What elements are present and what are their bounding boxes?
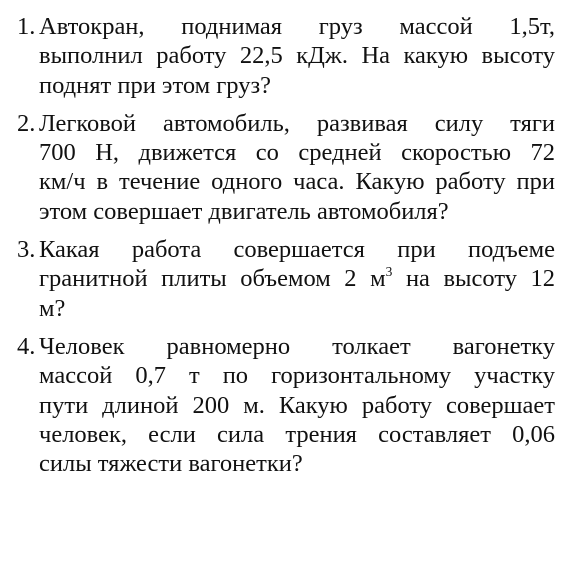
- problem-4: [17, 332, 555, 478]
- problem-text-segment: гранитной плиты объемом 2 м: [39, 265, 386, 293]
- problem-text-line: 700 Н, движется со средней скоростью 72: [39, 139, 555, 167]
- problem-text-line: Какая работа совершается при подъеме: [39, 236, 555, 264]
- problem-list: [17, 12, 555, 487]
- problem-3: [17, 235, 555, 323]
- problem-1: [17, 12, 555, 100]
- problem-2: [17, 109, 555, 226]
- problem-number: 3.: [17, 236, 36, 264]
- problem-text-line-with-superscript: [39, 264, 555, 293]
- problem-number: 1.: [17, 13, 36, 40]
- problem-text-line: км/ч в течение одного часа. Какую работу при: [39, 168, 555, 196]
- problem-number: 4.: [17, 332, 36, 360]
- superscript-cubed: 3: [385, 264, 393, 280]
- problem-text-line: этом совершает двигатель автомобиля?: [39, 197, 449, 225]
- problem-text-segment: на высоту 12: [405, 265, 556, 293]
- problem-text-line: массой 0,7 т по горизонтальному участку: [39, 362, 555, 390]
- problem-text-line: Человек равномерно толкает вагонетку: [39, 332, 555, 360]
- problem-text-line: силы тяжести вагонетки?: [39, 450, 303, 478]
- problem-text-line: человек, если сила трения составляет 0,06: [39, 420, 555, 448]
- problem-text-line: м?: [39, 294, 66, 322]
- problem-text-line: Легковой автомобиль, развивая силу тяги: [39, 109, 555, 137]
- problem-text-line: пути длиной 200 м. Какую работу совершает: [39, 391, 555, 419]
- problem-number: 2.: [17, 109, 36, 137]
- problem-text-line: выполнил работу 22,5 кДж. На какую высоту: [39, 42, 555, 70]
- problem-text-line: Автокран, поднимая груз массой 1,5т,: [39, 13, 555, 40]
- problem-text-line: поднят при этом груз?: [39, 71, 272, 99]
